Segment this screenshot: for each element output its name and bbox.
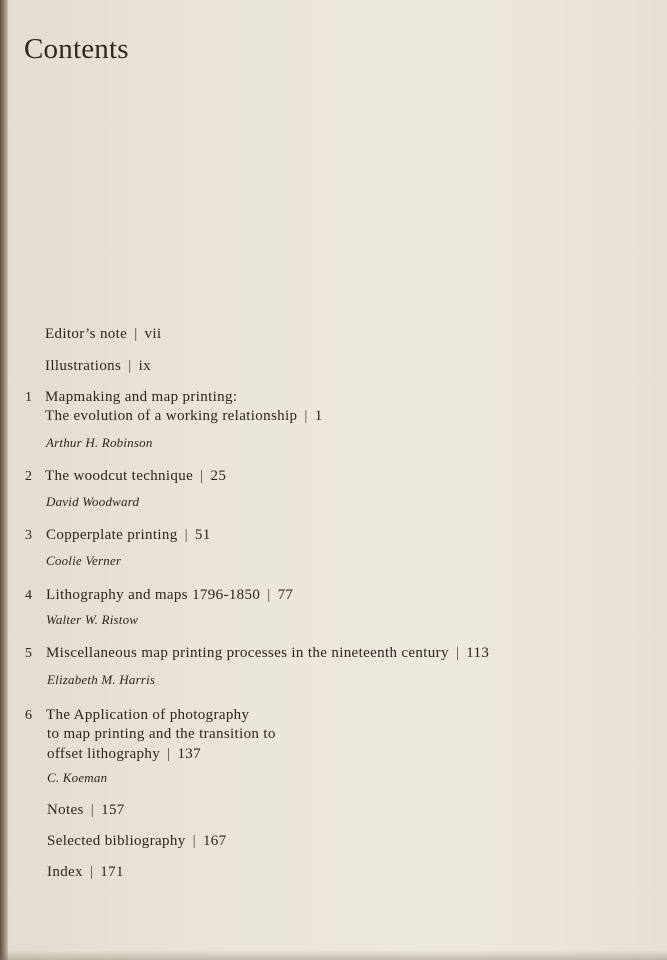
chapter-number: 3 [25,528,32,543]
page-title: Contents [24,33,129,65]
chapter-title-text: offset lithography [47,746,161,762]
toc-entry-notes [47,801,125,820]
chapter-number: 6 [25,708,32,723]
entry-page: 157 [101,802,125,818]
chapter-number: 4 [25,588,32,603]
separator: | [267,587,271,603]
chapter-author: Arthur H. Robinson [46,435,153,450]
separator: | [167,746,171,762]
entry-page: vii [144,326,162,342]
chapter-page: 77 [277,587,294,603]
chapter-author: Coolie Verner [46,553,122,568]
entry-page: 171 [100,864,124,880]
separator: | [192,833,196,849]
separator: | [128,358,132,374]
entry-label: Illustrations [45,358,122,374]
separator: | [455,645,460,661]
toc-entry-editors-note [45,325,161,344]
chapter-title-line [46,526,211,545]
entry-page: 167 [202,833,227,849]
chapter-author: C. Koeman [47,770,108,785]
chapter-number: 1 [25,390,32,405]
chapter-author: Elizabeth M. Harris [47,672,156,687]
chapter-title-text: The evolution of a working relationship [45,408,298,424]
chapter-title-line: Mapmaking and map printing: [45,389,238,405]
toc-entry-selected-bibliography [47,832,227,851]
entry-label: Index [47,864,83,880]
chapter-title-line [46,644,489,663]
chapter-title-line: to map printing and the transition to [47,726,276,742]
entry-label: Selected bibliography [47,833,186,849]
chapter-page: 1 [314,408,323,424]
chapter-number: 2 [25,469,32,484]
chapter-title-text: Miscellaneous map printing processes in the nineteenth century [46,645,449,661]
separator: | [304,408,308,424]
separator: | [89,864,94,880]
entry-label: Editor’s note [45,326,128,342]
separator: | [90,802,95,818]
toc-entry-illustrations [45,357,151,376]
chapter-page: 113 [466,645,490,661]
chapter-title-line [45,407,323,426]
chapter-page: 25 [210,468,227,484]
chapter-page: 51 [194,527,211,543]
toc-entry-index [47,863,124,882]
chapter-page: 137 [177,746,202,762]
chapter-author: Walter W. Ristow [46,612,139,627]
chapter-author: David Woodward [46,494,140,509]
separator: | [200,468,204,484]
chapter-title-text: Copperplate printing [46,527,178,543]
chapter-title-text: Lithography and maps 1796-1850 [46,587,261,603]
entry-page: ix [138,358,151,374]
binding-edge [0,0,8,960]
page-bottom-edge [0,950,667,960]
chapter-title-line [46,586,293,605]
separator: | [134,326,138,342]
chapter-number: 5 [25,646,32,661]
chapter-title-line: The Application of photography [46,707,250,723]
entry-label: Notes [47,802,84,818]
chapter-title-line [45,467,226,486]
chapter-title-line [47,745,201,764]
chapter-title-text: The woodcut technique [45,468,194,484]
separator: | [184,527,188,543]
